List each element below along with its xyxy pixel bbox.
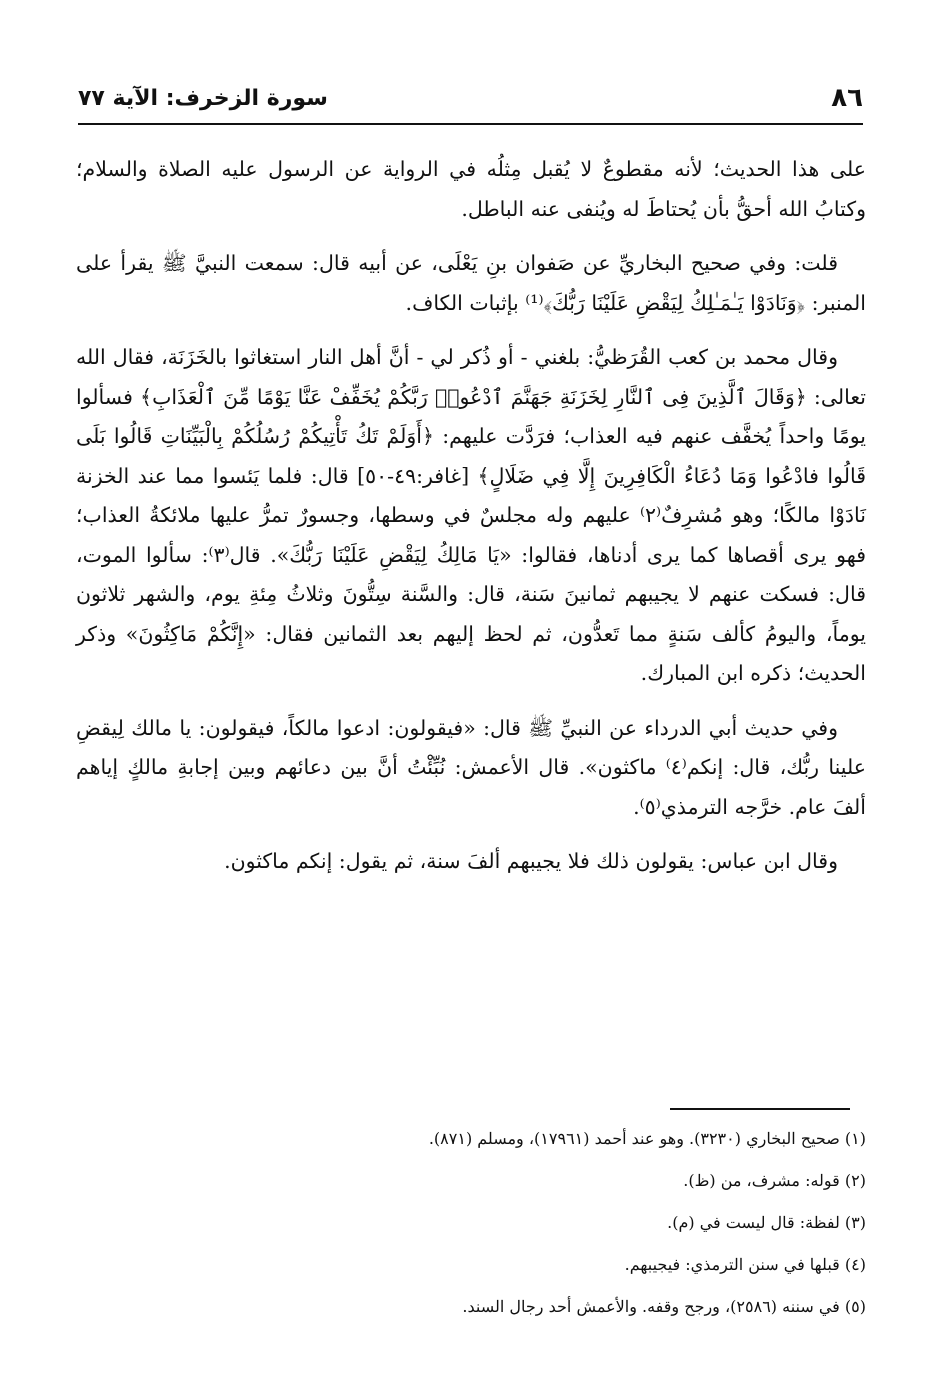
footnote: (١) صحيح البخاري (٣٢٣٠). وهو عند أحمد (١٧٩٦١)، ومسلم (٨٧١). — [428, 1129, 866, 1148]
paragraph: وفي حديث أبي الدرداء عن النبيِّ ﷺ قال: «فيقولون: ادعوا مالكاً، فيقولون: يا مالك لِيقضِ علينا ربُّك، قال: إنكم⁽٤⁾ ماكثون». قال الأعمش: نُبِّئْتُ أنَّ بين دعائهم وبين إجابةِ مالكٍ إياهم ألفَ عام. خرَّجه الترمذي⁽٥⁾. — [76, 715, 866, 819]
page-number: ٨٦ — [831, 83, 863, 113]
footnote: (٢) قوله: مشرف، من (ظ). — [683, 1171, 866, 1190]
page-header — [78, 82, 863, 120]
header-rule — [78, 123, 863, 125]
paragraph: وقال ابن عباس: يقولون ذلك فلا يجيبهم ألفَ سنة، ثم يقول: إنكم ماكثون. — [224, 849, 838, 873]
footnote-separator — [670, 1108, 850, 1110]
paragraph: قلت: وفي صحيح البخاريِّ عن صَفوان بنِ يَعْلَى، عن أبيه قال: سمعت النبيَّ ﷺ يقرأ على المنبر: ﴿وَنَادَوْا يَـٰمَـٰلِكُ لِيَقْضِ عَلَيْنَا رَبُّكَ﴾⁽¹⁾ بإثبات الكاف. — [76, 251, 866, 315]
running-title: سورة الزخرف: الآية ٧٧ — [78, 86, 328, 111]
main-text — [76, 150, 866, 897]
footnotes — [76, 1118, 866, 1328]
paragraph: وقال محمد بن كعب القُرَظيُّ: بلغني - أو ذُكر لي - أنَّ أهل النار استغاثوا بالخَزَنَة، فقال الله تعالى: ﴿وَقَالَ ٱلَّذِينَ فِى ٱلنَّارِ لِخَزَنَةِ جَهَنَّمَ ٱدْعُوا۟ رَبَّكُمْ يُخَفِّفْ عَنَّا يَوْمًا مِّنَ ٱلْعَذَابِ﴾ فسألوا يومًا واحداً يُخفَّف عنهم فيه العذاب؛ فرَدَّت عليهم: ﴿أَوَلَمْ تَكُ تَأْتِيكُمْ رُسُلُكُمْ بِالْبَيِّنَاتِ قَالُوا بَلَى قَالُوا فادْعُوا وَمَا دُعَاءُ الْكَافِرِينَ إِلَّا فِي ضَلَالٍ﴾ [غافر:٤٩-٥٠] قال: فلما يَئسوا مما عند الخزنة نَادَوْا مالكًا؛ وهو مُشرِفٌ⁽٢⁾ عليهم وله مجلسٌ في وسطها، وجسورٌ تمرُّ عليها ملائكةُ العذاب؛ فهو يرى أقصاها كما يرى أدناها، فقالوا: «يَا مَالِكُ لِيَقْضِ عَلَيْنَا رَبُّكَ». قال⁽٣⁾: سألوا الموت، قال: فسكت عنهم لا يجيبهم ثمانينَ سَنة، قال: والسَّنة سِتُّونَ وثلاثُ مِئةِ يوم، والشهر ثلاثون يوماً، واليومُ كألف سَنةٍ مما تَعدُّون، ثم لحظ إليهم بعد الثمانين فقال: «إِنَّكُمْ مَاكِثُونَ» وذكر الحديث؛ ذكره ابن المبارك. — [76, 345, 867, 685]
footnote: (٥) في سننه (٢٥٨٦)، ورجح وقفه. والأعمش أحد رجال السند. — [462, 1297, 866, 1316]
paragraph: على هذا الحديث؛ لأنه مقطوعٌ لا يُقبل مِثلُه في الرواية عن الرسول عليه الصلاة والسلام؛ وكتابُ الله أحقُّ بأن يُحتاطَ له ويُنفى عنه الباطل. — [76, 157, 866, 221]
footnote: (٤) قبلها في سنن الترمذي: فيجيبهم. — [624, 1255, 866, 1274]
footnote: (٣) لفظة: قال ليست في (م). — [667, 1213, 866, 1232]
